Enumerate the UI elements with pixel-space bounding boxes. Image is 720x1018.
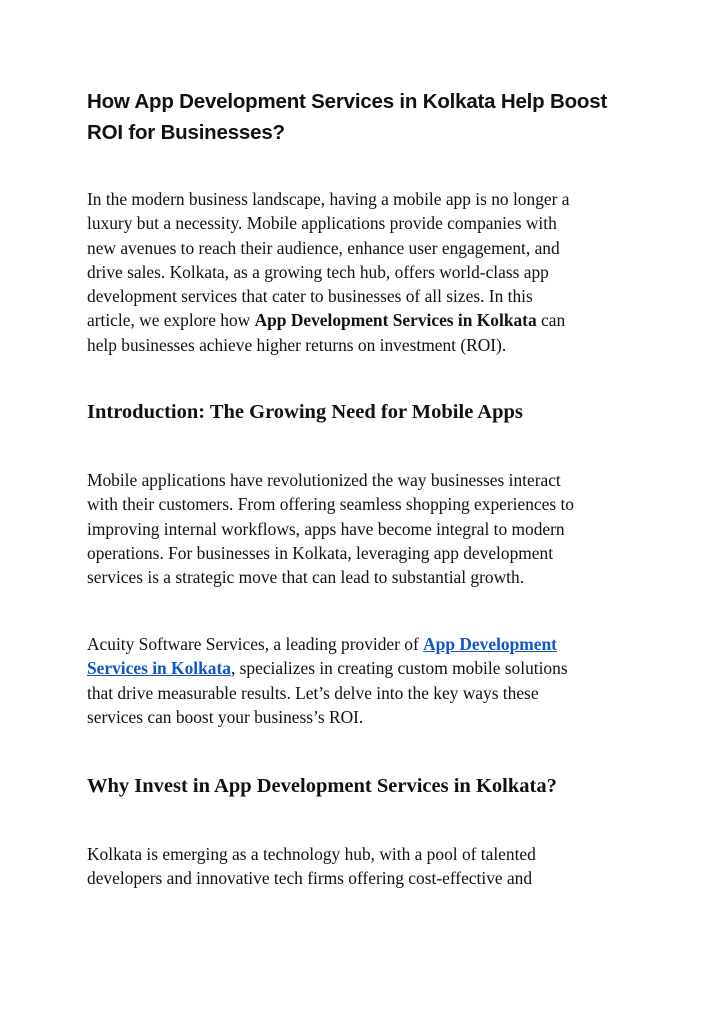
paragraph-line bbox=[87, 656, 647, 680]
paragraph-line: help businesses achieve higher returns on investment (ROI). bbox=[87, 334, 507, 355]
title-line: ROI for Businesses? bbox=[87, 121, 285, 144]
text-span: can bbox=[536, 310, 566, 331]
paragraph-line: services is a strategic move that can lead to substantial growth. bbox=[87, 567, 525, 588]
paragraph-line: improving internal workflows, apps have become integral to modern bbox=[87, 518, 565, 539]
section-heading-why-invest: Why Invest in App Development Services in Kolkata? bbox=[87, 775, 557, 797]
paragraph-line: In the modern business landscape, having a mobile app is no longer a bbox=[87, 189, 570, 209]
paragraph-line: development services that cater to businesses of all sizes. In this bbox=[87, 286, 533, 307]
paragraph-line: services can boost your business’s ROI. bbox=[87, 706, 364, 727]
app-development-link[interactable]: App Development bbox=[423, 634, 557, 654]
intro-paragraph bbox=[87, 187, 647, 357]
bold-keyword: App Development Services in Kolkata bbox=[254, 310, 537, 331]
acuity-paragraph bbox=[87, 632, 647, 729]
paragraph-line: Mobile applications have revolutionized the way businesses interact bbox=[87, 470, 561, 490]
paragraph-line: luxury but a necessity. Mobile applications provide companies with bbox=[87, 213, 557, 234]
paragraph-line: that drive measurable results. Let’s delve into the key ways these bbox=[87, 682, 539, 703]
title-line: How App Development Services in Kolkata Help Boost bbox=[87, 90, 608, 113]
why-invest-paragraph bbox=[87, 842, 647, 891]
paragraph-line bbox=[87, 632, 647, 656]
paragraph-line: Kolkata is emerging as a technology hub, with a pool of talented bbox=[87, 844, 536, 864]
paragraph-line: with their customers. From offering seamless shopping experiences to bbox=[87, 494, 574, 515]
paragraph-line: drive sales. Kolkata, as a growing tech hub, offers world-class app bbox=[87, 261, 549, 282]
text-span: article, we explore how bbox=[87, 310, 255, 331]
paragraph-line: developers and innovative tech firms offering cost-effective and bbox=[87, 868, 533, 889]
paragraph-line: operations. For businesses in Kolkata, leveraging app development bbox=[87, 542, 554, 563]
paragraph-line bbox=[87, 308, 647, 332]
text-span: , specializes in creating custom mobile solutions bbox=[230, 658, 568, 679]
text-span: Acuity Software Services, a leading provider of bbox=[87, 634, 424, 654]
intro-section-paragraph bbox=[87, 468, 647, 589]
paragraph-line: new avenues to reach their audience, enhance user engagement, and bbox=[87, 237, 560, 258]
document-title bbox=[87, 86, 647, 148]
app-development-link-continued[interactable]: Services in Kolkata bbox=[87, 658, 231, 679]
section-heading-intro: Introduction: The Growing Need for Mobile Apps bbox=[87, 401, 523, 423]
